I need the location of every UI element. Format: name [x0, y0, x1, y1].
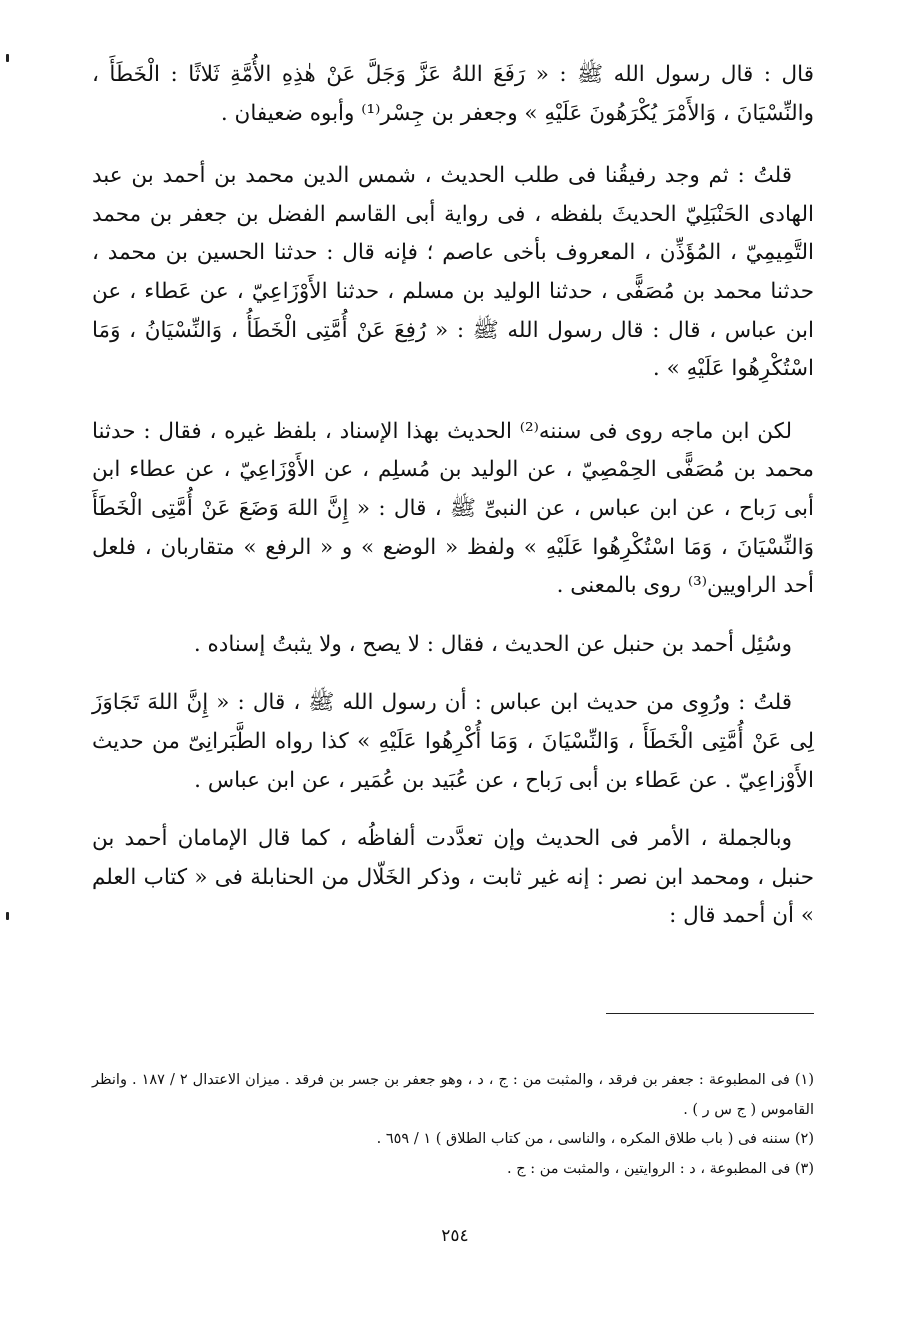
- edge-mark-bottom: [6, 912, 9, 920]
- paragraph-4: وسُئِل أحمد بن حنبل عن الحديث ، فقال : لا يصح ، ولا يثبتُ إسناده .: [193, 631, 792, 657]
- page-number: ٢٥٤: [441, 1226, 469, 1246]
- footnote-3: (٣) فى المطبوعة ، د : الروايتين ، والمثبت من : ج .: [507, 1160, 814, 1177]
- paragraph-3: لكن ابن ماجه روى فى سننه⁽²⁾ الحديث بهذا الإسناد ، بلفظ غيره ، فقال : حدثنا محمد بن مُصَفًّى الحِمْصِيّ ، عن الوليد بن مُسلِم ، عن الأَوْزَاعِيّ ، عن عطاء ابن أبى رَباح ، عن ابن عباس ، عن النبىِّ ﷺ ، قال : « إِنَّ اللهَ وَضَعَ عَنْ أُمَّتِى الْخَطَأَ وَالنِّسْيَانَ ، وَمَا اسْتُكْرِهُوا عَلَيْهِ » ولفظ « الوضع » و « الرفع » متقاربان ، فلعل أحد الراويين⁽³⁾ روى بالمعنى .: [92, 418, 814, 599]
- paragraph-1: قال : قال رسول الله ﷺ : « رَفَعَ اللهُ عَزَّ وَجَلَّ عَنْ هٰذِهِ الأُمَّةِ ثَلاثًا : الْخَطَأَ ، والنِّسْيَانَ ، وَالأَمْرَ يُكْرَهُونَ عَلَيْهِ » وجعفر بن جِسْر⁽¹⁾ وأبوه ضعيفان .: [92, 62, 814, 126]
- footnotes: [92, 1066, 814, 1184]
- page-body: [92, 56, 814, 958]
- footnote-2: (٢) سننه فى ( باب طلاق المكره ، والناسى ، من كتاب الطلاق ) ١ / ٦٥٩ .: [376, 1131, 814, 1147]
- edge-mark-top: [6, 54, 9, 62]
- paragraph-6: وبالجملة ، الأمر فى الحديث وإن تعدَّدت ألفاظُه ، كما قال الإمامان أحمد بن حنبل ، ومحمد ابن نصر : إنه غير ثابت ، وذكر الخَلّال من الحنابلة فى « كتاب العلم » أن أحمد قال :: [92, 826, 814, 929]
- paragraph-2: قلتُ : ثم وجد رفيقُنا فى طلب الحديث ، شمس الدين محمد بن أحمد بن عبد الهادى الحَنْبَلِيّ الحديثَ بلفظه ، فى رواية أبى القاسم الفضل بن جعفر بن محمد التَّمِيمِيّ ، المُؤَذِّن ، المعروف بأخى عاصم ؛ فإنه قال : حدثنا الحسين بن محمد ، حدثنا محمد بن مُصَفًّى ، حدثنا الوليد بن مسلم ، حدثنا الأَوْزَاعِيّ ، عن عَطاء ، عن ابن عباس ، قال : قال رسول الله ﷺ : « رُفِعَ عَنْ أُمَّتِى الْخَطَأُ ، وَالنِّسْيَانُ ، وَمَا اسْتُكْرِهُوا عَلَيْهِ » .: [92, 163, 814, 382]
- footnote-1: (١) فى المطبوعة : جعفر بن فرقد ، والمثبت من : ج ، د ، وهو جعفر بن جسر بن فرقد . ميزان الاعتدال ٢ / ١٨٧ . وانظر القاموس ( ج س ر ) .: [92, 1072, 814, 1118]
- footnote-divider: [606, 1013, 814, 1014]
- paragraph-5: قلتُ : ورُوِى من حديث ابن عباس : أن رسول الله ﷺ ، قال : « إِنَّ اللهَ تَجَاوَزَ لِى عَنْ أُمَّتِى الْخَطَأَ ، وَالنِّسْيَانَ ، وَمَا أُكْرِهُوا عَلَيْهِ » كذا رواه الطَّبَرانِىّ من حديث الأَوْزاعِيّ . عن عَطاء بن أبى رَباح ، عن عُبَيد بن عُمَير ، عن ابن عباس .: [92, 690, 814, 793]
